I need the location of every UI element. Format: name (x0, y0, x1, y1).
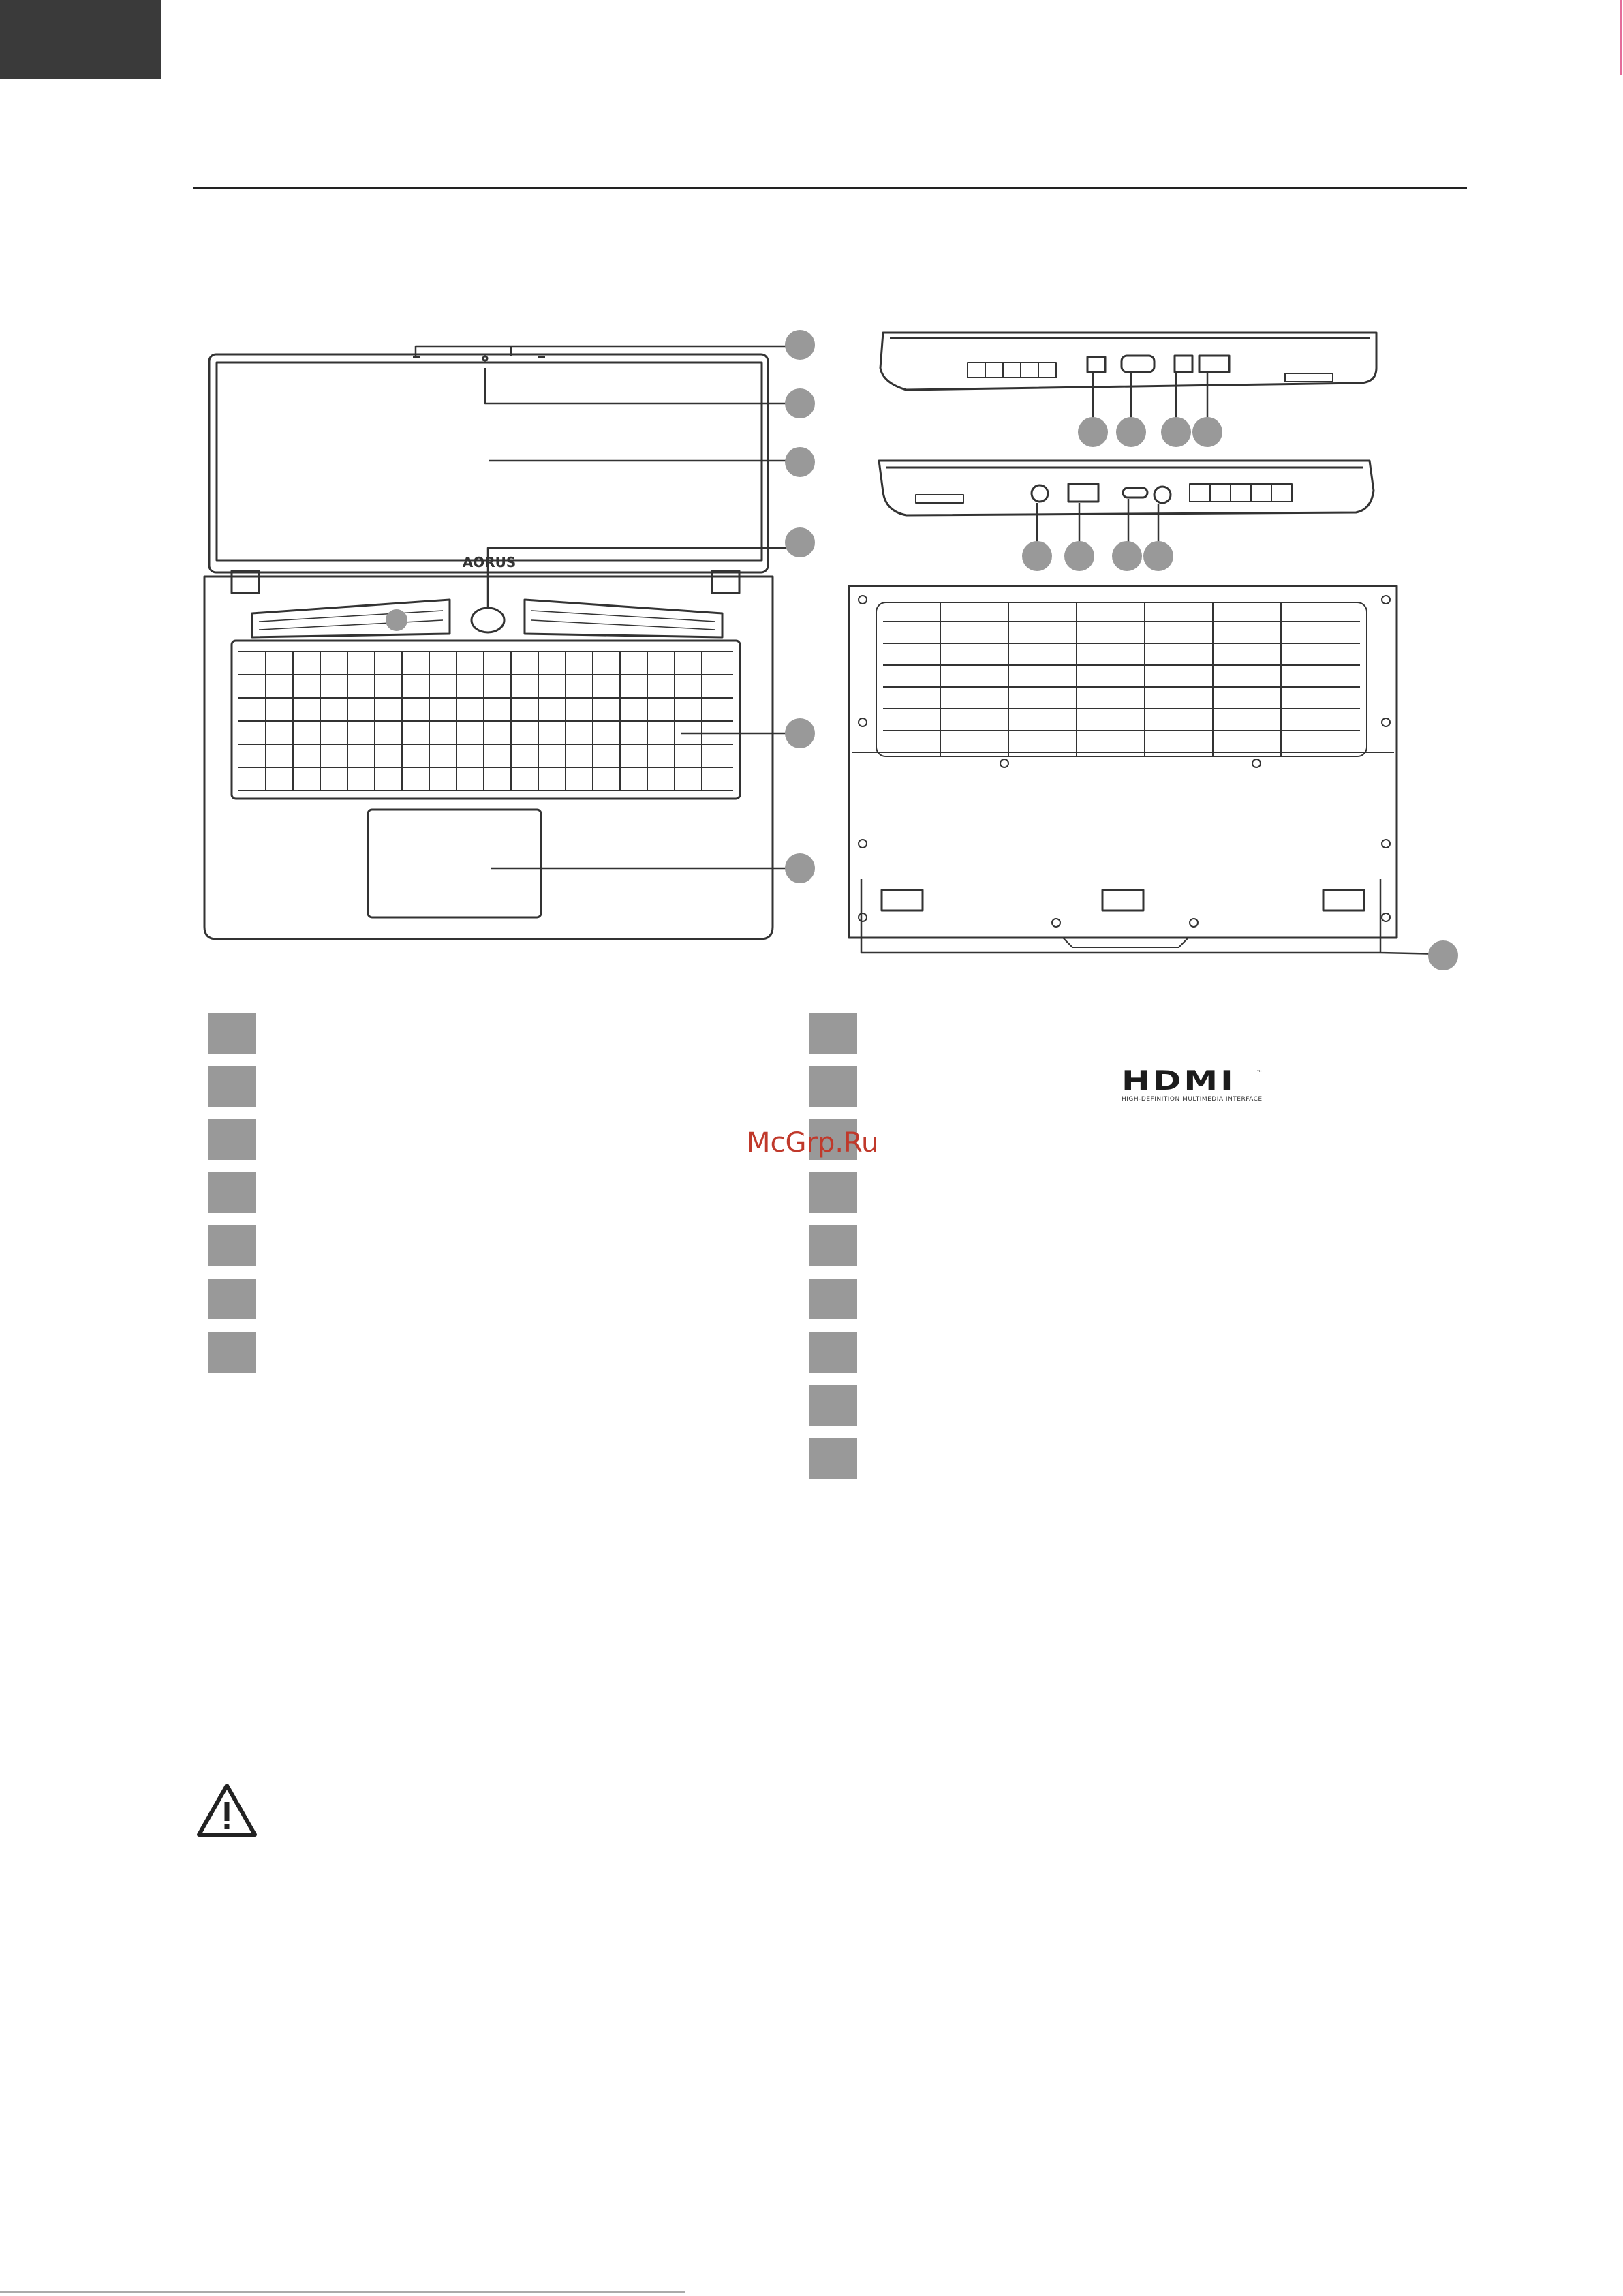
keyboard-keys (238, 652, 733, 791)
warning-triangle-icon (195, 1781, 259, 1839)
leader-lines-right-side (1037, 499, 1158, 553)
footer-rule (0, 2291, 685, 2293)
usb-a-port (1199, 356, 1229, 372)
callout-dots-left-side (1078, 417, 1222, 447)
legend-box-14 (809, 1332, 857, 1373)
legend-box-6 (208, 1279, 256, 1319)
side-profile-right (879, 461, 1374, 515)
audio-jack (1032, 485, 1048, 502)
laptop-base (204, 577, 773, 939)
leader-lines-left-side (1093, 373, 1207, 429)
rubber-foot-right (1323, 890, 1364, 910)
hdmi-logo-word: HDMI (1122, 1065, 1236, 1097)
screw-holes (859, 596, 1390, 927)
touchpad (368, 810, 541, 917)
laptop-lid (209, 354, 768, 572)
legend-box-1 (208, 1013, 256, 1054)
hinge-right (712, 571, 739, 593)
legend-box-2 (208, 1066, 256, 1107)
legend-box-15 (809, 1385, 857, 1426)
legend-box-9 (809, 1066, 857, 1107)
legend-box-3 (208, 1119, 256, 1160)
mini-dp-port (1175, 356, 1192, 372)
legend-box-7 (208, 1332, 256, 1373)
laptop-bottom-view (849, 586, 1397, 947)
legend-box-12 (809, 1225, 857, 1266)
legend-box-4 (208, 1172, 256, 1213)
keyboard (232, 641, 740, 799)
speaker-grill-right (525, 600, 722, 637)
side-profile-left (880, 333, 1376, 390)
hinge-left (232, 571, 259, 593)
legend-box-5 (208, 1225, 256, 1266)
bottom-vent (876, 602, 1367, 756)
rubber-foot-center (1102, 890, 1143, 910)
legend-box-11 (809, 1172, 857, 1213)
webcam (483, 356, 487, 361)
hdmi-trademark: ™ (1256, 1070, 1263, 1077)
laptop-top-view (204, 354, 773, 939)
lan-port (1087, 357, 1105, 372)
hdmi-port (1122, 356, 1154, 372)
usb-c-port (1123, 488, 1147, 498)
hdmi-logo-tagline: HIGH-DEFINITION MULTIMEDIA INTERFACE (1122, 1096, 1263, 1103)
legend-box-13 (809, 1279, 857, 1319)
lid-logo: AORUS (462, 554, 516, 570)
watermark: McGrp.Ru (747, 1127, 879, 1159)
callout-dot-bottom (1428, 940, 1458, 970)
hdmi-logo (1122, 1065, 1265, 1109)
usb-a-port-right (1068, 484, 1098, 502)
rubber-foot-left (882, 890, 923, 910)
legend-box-16 (809, 1438, 857, 1479)
callout-dots-top (785, 330, 815, 883)
callout-dot-speaker (386, 609, 407, 631)
power-button (472, 608, 504, 632)
dc-in-jack (1154, 487, 1171, 503)
callout-dots-right-side (1022, 541, 1173, 571)
legend-box-8 (809, 1013, 857, 1054)
speaker-grill-left (252, 600, 450, 637)
